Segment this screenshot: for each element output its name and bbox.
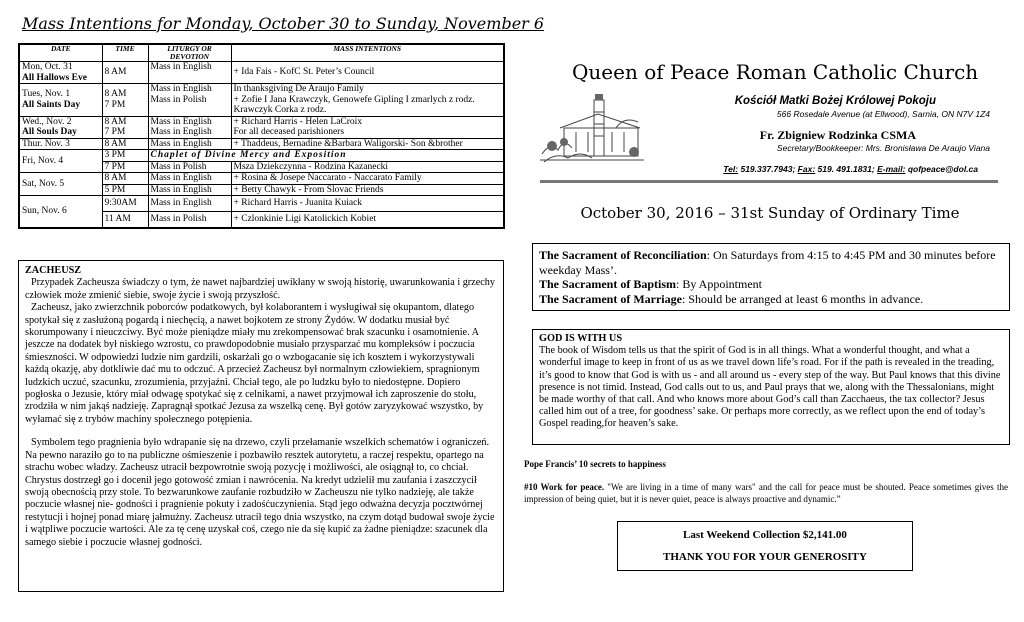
reconciliation-line — [539, 248, 1003, 277]
baptism-text: : By Appointment — [676, 277, 763, 291]
header-divider — [540, 180, 998, 183]
contact-line — [560, 164, 978, 174]
row-intention: Msza Dziekczynna - Rodzina Kazanecki — [233, 161, 389, 172]
row-time: 11 AM — [104, 214, 131, 225]
god-heading: GOD IS WITH US — [539, 333, 623, 344]
row-liturgy: Mass in English — [150, 198, 212, 209]
sunday-title: October 30, 2016 – 31st Sunday of Ordinary Time — [580, 204, 960, 222]
row-liturgy: Mass in English — [150, 173, 212, 183]
email-link[interactable]: qofpeace@dol.ca — [907, 164, 978, 174]
mass-schedule-table — [18, 43, 505, 229]
reconciliation-label: The Sacrament of Reconciliation — [539, 248, 707, 262]
baptism-label: The Sacrament of Baptism — [539, 277, 676, 291]
row-intention: + Zofie I Jana Krawczyk, Genowefe Gipling I zmarlych z rodz. Krawczyk Corka z rodz. — [233, 94, 475, 115]
fax-value: 519. 491.1831; — [817, 164, 875, 174]
table-row — [19, 138, 504, 150]
row-date: Fri, Nov. 4 — [22, 155, 64, 166]
table-row — [19, 150, 504, 162]
collection-amount: Last Weekend Collection $2,141.00 — [683, 529, 847, 541]
article-paragraph: Zacheusz, jako zwierzchnik poborców podatkowych, był kolaborantem i wysługiwał się okupantom, dlatego spotykał się z zasłużoną pogardą i niechęcią, a nawet bojkotem ze strony Żydów. W dodatku musiał być skorumpowany i nieuczciwy. Być może pieniądze miały mu zrekompensować brak szacunku i osamotnienie. A jeszcze na dodatek był niskiego wzrostu, co prawdopodobnie musiało przysparzać mu kompleksów i poczucia śmieszności. W odpowiedzi ludzie nim gardzili, oskarżali go o wzbogacanie się ich kosztem i wykorzystywali każdą okazję, aby dotkliwie dać mu to odczuć. A przecież Zacheusz był normalnym człowiekiem, spragnionym ludzkich uczuć, szacunku, zrozumienia, przyjaźni. Chciał tego, ale po ludzku było to niedostępne. Dopiero pogłoska o Jezusie, który miał odwagę spotykać się z celnikami, a nawet przyjmował ich zaproszenie do stołu, zrodziła w nim jakąś nadzieję. Zapragnął spotkać Jezusa za wszelką cenę. Był gotów zaryzykować wszystko, by wyłamać się z trybów machiny społecznego potępienia. — [25, 302, 484, 425]
sacraments-box — [532, 243, 1010, 311]
article-paragraph: Symbolem tego pragnienia było wdrapanie się na drzewo, czyli przełamanie wszelkich schematów i ograniczeń. Na pewno naraziło go to na publiczne ośmieszenie i pozbawiło resztek autorytetu, a raczej respektu, opartego na strachu wobec władzy. Zacheusz utracił bezpowrotnie swoją pozycję i możliwości, ale osiągnął to, co chciał. Chrystus dostrzegł go i docenił jego gotowość zmian i nawrócenia. Na kredyt udzielił mu zaufania i zaszczycił swoją obecnością przy stole. To bezwarunkowe zaufanie rozbudziło w Zacheuszu nie tylko nadzieję, ale także poczucie własnej nie- godności i pragnienie pokuty i zadośćuczynienia. Stąd jego odważna decyzja pocztwórnej restytucji i hojnej ponad miarę jałmużny. Zacheusz utracił tego dnia wszystko, na czym dotąd budował swoje życie i wątpliwe poczucie wartości. Ale za tę cenę uzyskał coś, czego nie da się kupić za żadne pieniądze: szacunek dla samego siebie i poczucie własnej godności. — [25, 437, 495, 548]
row-time: 8 AM — [104, 67, 127, 78]
row-date: Sun, Nov. 6 — [22, 206, 67, 217]
fax-label: Fax: — [797, 164, 816, 174]
god-is-with-us-box — [532, 329, 1010, 445]
row-time: 8 AM — [104, 89, 127, 100]
pope-secret-label: #10 Work for peace. — [524, 482, 605, 492]
header-intentions: MASS INTENTIONS — [231, 44, 504, 62]
header-liturgy: LITURGY OR DEVOTION — [148, 44, 231, 62]
chaplet-label: Chaplet of Divine Mercy and Exposition — [150, 150, 347, 160]
god-text: The book of Wisdom tells us that the spirit of God is in all things. What a wonderful thought, and what a wonderful image to keep in front of us as we travel down life’s road. For if the path is revealed in the treading, it’s good to know that God is with us - and all around us - every step of the way. But Paul knows that this divine presence is not timid. Instead, God calls out to us, and Paul prays that we, along with the Thessalonians, might be made worthy of that call. And who knows more about God’s call than Zacchaeus, the tax collector? Jesus called him out of a tree, for goodness’ sake. Or perhaps more correctly, as we reflect upon the end of today’s Gospel reading,for heaven’s sake. — [539, 345, 1001, 430]
marriage-text: : Should be arranged at least 6 months in advance. — [681, 291, 924, 306]
row-time: 7 PM — [104, 161, 126, 172]
table-row — [19, 116, 504, 138]
row-date: Mon, Oct. 31 — [22, 62, 73, 72]
church-address: 566 Rosedale Avenue (at Ellwood), Sarnia, ON N7V 1Z4 — [776, 109, 990, 119]
row-liturgy: Mass in English — [150, 116, 212, 127]
zacheusz-article — [18, 260, 504, 592]
table-row — [19, 196, 504, 212]
pope-secret-text — [524, 482, 1008, 505]
row-liturgy: Mass in Polish — [150, 161, 207, 172]
table-header-row — [19, 44, 504, 62]
row-intention: + Thaddeus, Bernadine &Barbara Waligorski- Son &brother — [233, 138, 463, 149]
row-intention: + Richard Harris - Juanita Kuiack — [233, 198, 363, 209]
church-name: Queen of Peace Roman Catholic Church — [572, 60, 979, 84]
row-intention: + Czlonkinie Ligi Katolickich Kobiet — [233, 214, 377, 225]
header-date: DATE — [19, 44, 102, 62]
row-time: 5 PM — [104, 184, 126, 195]
row-intention: + Ida Fais - KofC St. Peter’s Council — [233, 67, 375, 78]
polish-church-name: Kościół Matki Bożej Królowej Pokoju — [734, 95, 936, 107]
row-feast: All Hallows Eve — [22, 72, 87, 83]
row-liturgy: Mass in English — [150, 184, 212, 195]
row-liturgy: Mass in English — [150, 62, 212, 72]
article-paragraph: Przypadek Zacheusza świadczy o tym, że nawet najbardziej uwikłany w swoją historię, uwarunkowania i grzechy człowiek może zmienić siebie, swoje życie i swoją przyszłość. — [25, 277, 495, 301]
pastor-name: Fr. Zbigniew Rodzinka CSMA — [759, 128, 916, 142]
row-date: Sat, Nov. 5 — [22, 178, 65, 189]
row-intention: + Rosina & Josepe Naccarato - Naccarato Family — [233, 173, 422, 183]
row-liturgy: Mass in Polish — [150, 214, 207, 225]
row-liturgy: Mass in English — [150, 127, 212, 137]
row-time: 8 AM — [104, 173, 127, 183]
row-liturgy: Mass in English — [150, 84, 212, 94]
row-time: 3 PM — [104, 150, 126, 160]
row-time: 9:30AM — [104, 198, 137, 209]
marriage-line — [539, 292, 1003, 307]
row-date: Wed., Nov. 2 — [22, 116, 72, 127]
schedule-title: Mass Intentions for Monday, October 30 to Sunday, November 6 — [22, 14, 545, 33]
reconciliation-text: : On Saturdays from 4:15 to 4:45 PM and 30 minutes before weekday Mass’. — [539, 248, 996, 277]
row-date: Thur. Nov. 3 — [22, 138, 70, 149]
row-time: 8 AM — [104, 116, 127, 127]
secretary-line: Secretary/Bookkeeper: Mrs. Bronisława De Araujo Viana — [776, 143, 990, 153]
baptism-line — [539, 277, 1003, 292]
collection-thanks: THANK YOU FOR YOUR GENEROSITY — [663, 551, 867, 563]
row-intention: For all deceased parishioners — [233, 127, 345, 137]
row-intention: In thanksgiving De Araujo Family — [233, 84, 364, 94]
tel-label: Tel: — [723, 164, 739, 174]
email-label: E-mail: — [877, 164, 906, 174]
article-heading: ZACHEUSZ — [25, 265, 82, 276]
row-liturgy: Mass in Polish — [150, 94, 207, 105]
tel-value: 519.337.7943; — [740, 164, 796, 174]
row-feast: All Saints Day — [22, 99, 81, 110]
row-feast: All Souls Day — [22, 127, 77, 137]
row-intention: + Richard Harris - Helen LaCroix — [233, 116, 363, 127]
row-intention: + Betty Chawyk - From Slovac Friends — [233, 184, 384, 195]
row-time: 8 AM — [104, 138, 127, 149]
collection-box — [617, 521, 913, 571]
row-time: 7 PM — [104, 127, 126, 137]
table-row — [19, 84, 504, 117]
pope-title: Pope Francis’ 10 secrets to happiness — [524, 459, 666, 469]
table-row — [19, 173, 504, 185]
row-date: Tues, Nov. 1 — [22, 89, 71, 100]
row-time: 7 PM — [104, 99, 126, 110]
marriage-label: The Sacrament of Marriage — [539, 291, 682, 306]
header-time: TIME — [102, 44, 148, 62]
table-row — [19, 62, 504, 84]
church-building-icon — [540, 92, 644, 167]
pope-secret-body: "We are living in a time of many wars" and the call for peace must be shouted. Peace sometimes gives the impression of being quiet, but it is never quiet, peace is always proactive and dynamic.” — [524, 482, 1008, 504]
row-liturgy: Mass in English — [150, 138, 212, 149]
